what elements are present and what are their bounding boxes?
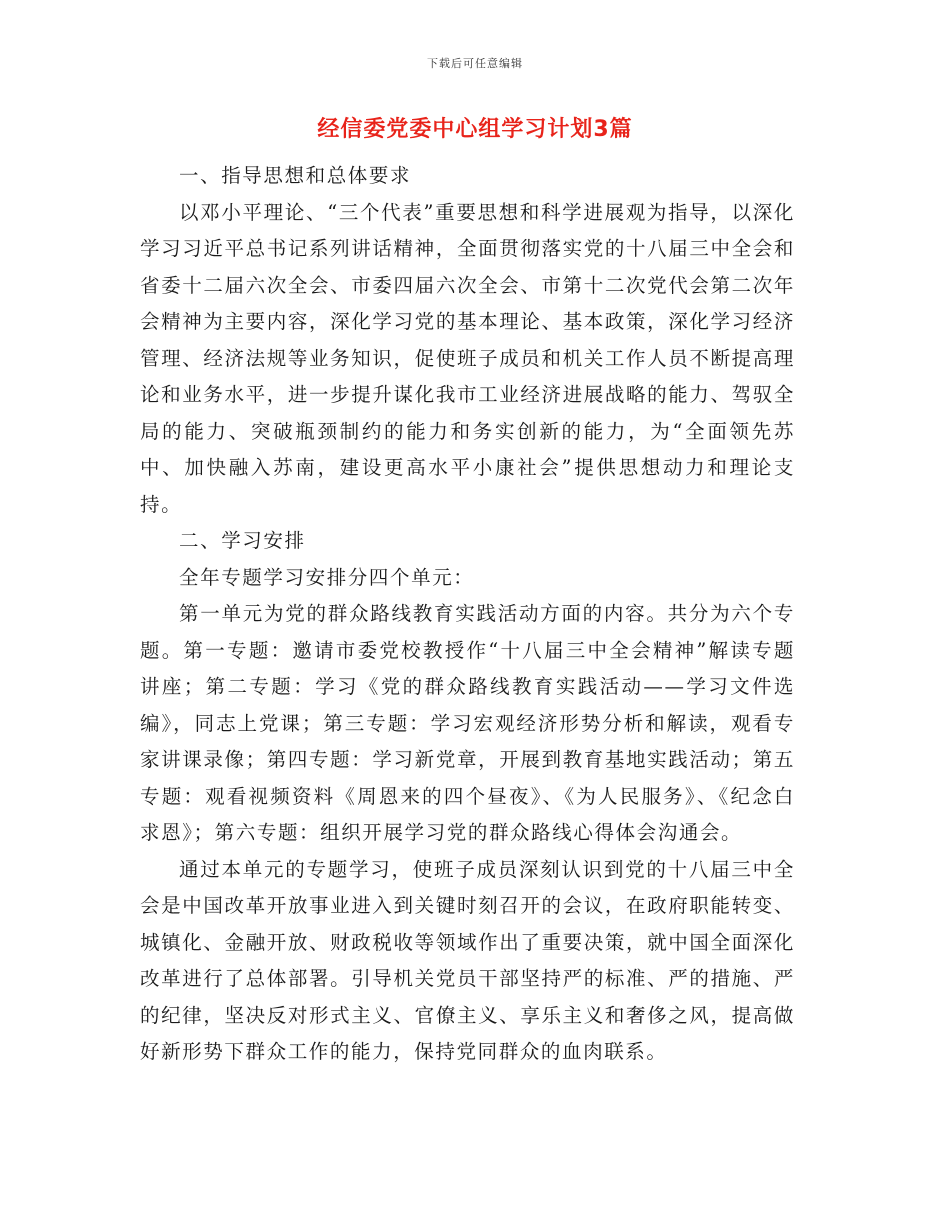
document-title: 经信委党委中心组学习计划3篇 <box>317 117 633 142</box>
paragraph-unit-one: 第一单元为党的群众路线教育实践活动方面的内容。共分为六个专题。第一专题：邀请市委党校教授作“十八届三中全会精神”解读专题讲座；第二专题：学习《党的群众路线教育实践活动——学习文件选编》，同志上党课；第三专题：学习宏观经济形势分析和解读，观看专家讲课录像；第四专题：学习新党章，开展到教育基地实践活动；第五专题：观看视频资料《周恩来的四个昼夜》、《为人民服务》、《纪念白求恩》；第六专题：组织开展学习党的群众路线心得体会沟通会。 <box>140 602 795 844</box>
document-body <box>140 158 795 1071</box>
header-note: 下载后可任意编辑 <box>427 57 523 70</box>
paragraph-units-intro: 全年专题学习安排分四个单元： <box>179 565 475 589</box>
section-heading-1: 一、指导思想和总体要求 <box>179 164 412 187</box>
paragraph-guiding-ideology: 以邓小平理论、“三个代表”重要思想和科学进展观为指导，以深化学习习近平总书记系列讲话精神，全面贯彻落实党的十八届三中全会和省委十二届六次全会、市委四届六次全会、市第十二次党代会第二次年会精神为主要内容，深化学习党的基本理论、基本政策，深化学习经济管理、经济法规等业务知识，促使班子成员和机关工作人员不断提高理论和业务水平，进一步提升谋化我市工业经济进展战略的能力、驾驭全局的能力、突破瓶颈制约的能力和务实创新的能力，为“全面领先苏中、加快融入苏南，建设更高水平小康社会”提供思想动力和理论支持。 <box>140 200 795 516</box>
section-heading-2: 二、学习安排 <box>179 529 306 552</box>
paragraph-unit-one-goal: 通过本单元的专题学习，使班子成员深刻认识到党的十八届三中全会是中国改革开放事业进入到关键时刻召开的会议，在政府职能转变、城镇化、金融开放、财政税收等领域作出了重要决策，就中国全面深化改革进行了总体部署。引导机关党员干部坚持严的标准、严的措施、严的纪律，坚决反对形式主义、官僚主义、享乐主义和奢侈之风，提高做好新形势下群众工作的能力，保持党同群众的血肉联系。 <box>140 857 795 1063</box>
